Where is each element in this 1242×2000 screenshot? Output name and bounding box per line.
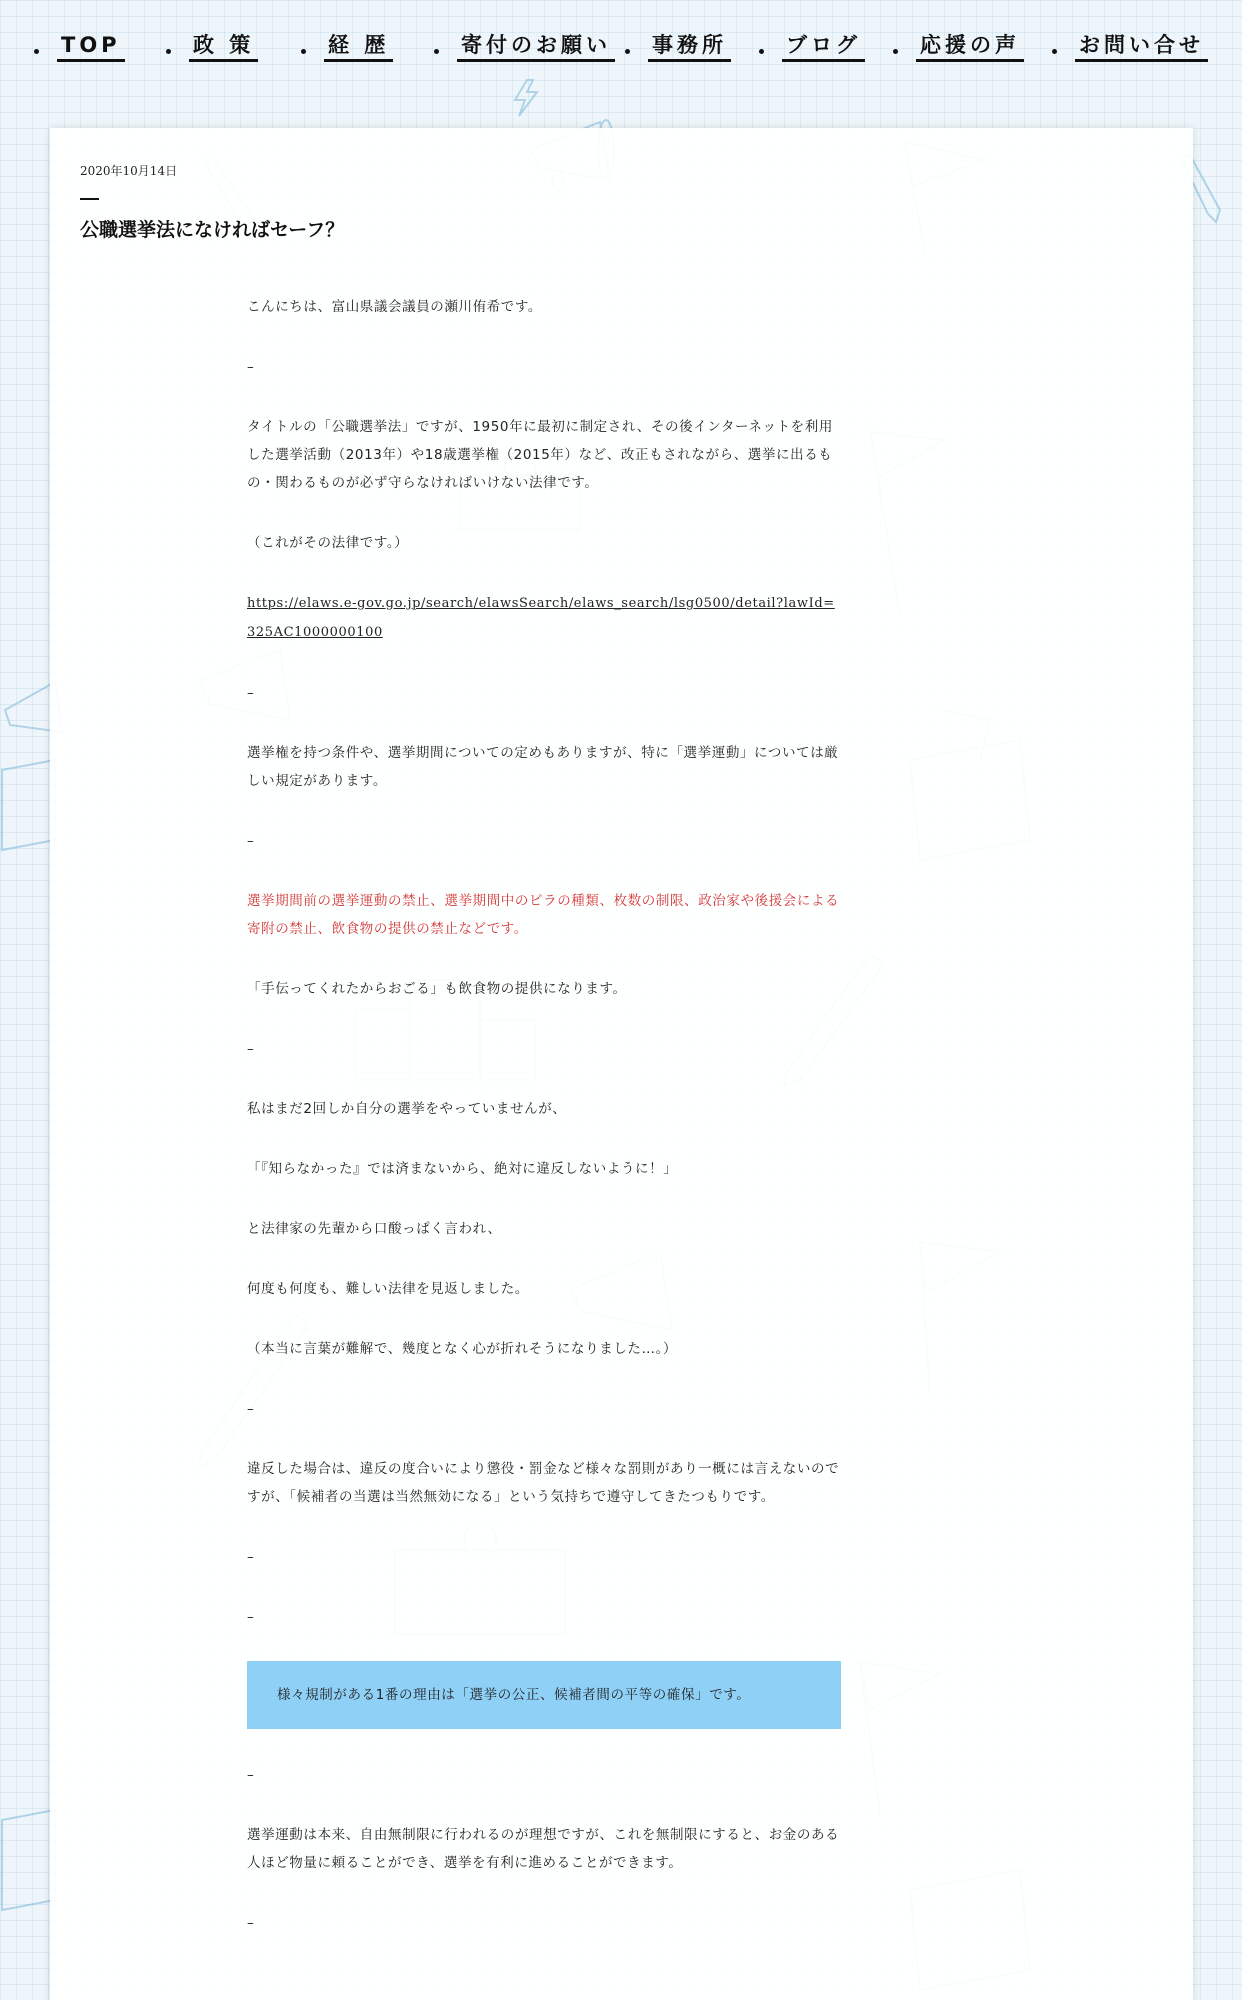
blog-post-card: [50, 128, 1193, 2000]
nav-item-label: ブログ: [782, 35, 865, 62]
body-paragraph: 「『知らなかった』では済まないから、絶対に違反しないように！」: [247, 1161, 678, 1177]
body-paragraph: と法律家の先輩から口酸っぱく言われ、: [247, 1221, 502, 1237]
title-divider: [80, 198, 99, 200]
body-paragraph: （本当に言葉が難解で、幾度となく心が折れそうになりました…。）: [247, 1341, 678, 1357]
callout-box: 様々規制がある1番の理由は「選挙の公正、候補者間の平等の確保」です。: [247, 1661, 841, 1729]
nav-item-label: 応援の声: [916, 35, 1024, 62]
nav-bullet-icon: [434, 49, 439, 54]
nav-item-support-voices[interactable]: [893, 22, 1024, 62]
nav-bullet-icon: [893, 49, 898, 54]
nav-item-label: 政 策: [189, 35, 258, 62]
separator-dash: –: [247, 1549, 255, 1565]
body-paragraph: 違反した場合は、違反の度合いにより懲役・罰金など様々な罰則があり一概には言えないのですが、「候補者の当選は当然無効になる」という気持ちで遵守してきたつもりです。: [247, 1461, 840, 1505]
nav-bullet-icon: [625, 49, 630, 54]
body-paragraph: 選挙運動は本来、自由無制限に行われるのが理想ですが、これを無制限にすると、お金のある人ほど物量に頼ることができ、選挙を有利に進めることができます。: [247, 1827, 840, 1871]
body-paragraph: こんにちは、富山県議会議員の瀬川侑希です。: [247, 299, 543, 315]
nav-bullet-icon: [1052, 49, 1057, 54]
separator-dash: –: [247, 685, 255, 701]
separator-dash: –: [247, 1401, 255, 1417]
nav-item-label: 事務所: [648, 35, 731, 62]
nav-item-contact[interactable]: [1052, 22, 1208, 62]
nav-bullet-icon: [166, 49, 171, 54]
nav-bullet-icon: [34, 49, 39, 54]
nav-bullet-icon: [759, 49, 764, 54]
body-paragraph: 「手伝ってくれたからおごる」も飲食物の提供になります。: [247, 981, 627, 997]
body-paragraph: 選挙権を持つ条件や、選挙期間についての定めもありますが、特に「選挙運動」については厳しい規定があります。: [247, 745, 839, 789]
nav-item-policy[interactable]: [166, 22, 258, 62]
separator-dash: –: [247, 833, 255, 849]
post-body: [247, 293, 841, 1969]
post-title: 公職選挙法になければセーフ？: [80, 219, 345, 241]
post-date: 2020年10月14日: [80, 164, 178, 178]
separator-dash: –: [247, 1041, 255, 1057]
nav-item-career[interactable]: [301, 22, 393, 62]
separator-dash: –: [247, 1609, 255, 1625]
nav-item-blog[interactable]: [759, 22, 865, 62]
nav-bullet-icon: [301, 49, 306, 54]
separator-dash: –: [247, 359, 255, 375]
nav-item-office[interactable]: [625, 22, 731, 62]
nav-item-label: お問い合せ: [1075, 35, 1208, 62]
nav-item-label: 寄付のお願い: [457, 35, 615, 62]
separator-dash: –: [247, 1915, 255, 1931]
separator-dash: –: [247, 1767, 255, 1783]
body-paragraph: （これがその法律です。）: [247, 535, 409, 551]
nav-item-top[interactable]: [34, 22, 125, 62]
body-paragraph: タイトルの「公職選挙法」ですが、1950年に最初に制定され、その後インターネットを利用した選挙活動（2013年）や18歳選挙権（2015年）など、改正もされながら、選挙に出るもの・関わるものが必ず守らなければいけない法律です。: [247, 419, 833, 491]
nav-item-label: TOP: [57, 35, 125, 62]
global-navigation: [28, 22, 1228, 62]
nav-item-label: 経 歴: [324, 35, 393, 62]
emphasis-paragraph: 選挙期間前の選挙運動の禁止、選挙期間中のビラの種類、枚数の制限、政治家や後援会による寄附の禁止、飲食物の提供の禁止などです。: [247, 893, 840, 937]
nav-item-donation[interactable]: [434, 22, 615, 62]
body-paragraph: 私はまだ2回しか自分の選挙をやっていませんが、: [247, 1101, 567, 1117]
body-paragraph: 何度も何度も、難しい法律を見返しました。: [247, 1281, 529, 1297]
law-link-paragraph: [247, 589, 841, 647]
law-link[interactable]: https://elaws.e-gov.go.jp/search/elawsSearch/elaws_search/lsg0500/detail?lawId=325AC1000000100: [247, 596, 835, 640]
